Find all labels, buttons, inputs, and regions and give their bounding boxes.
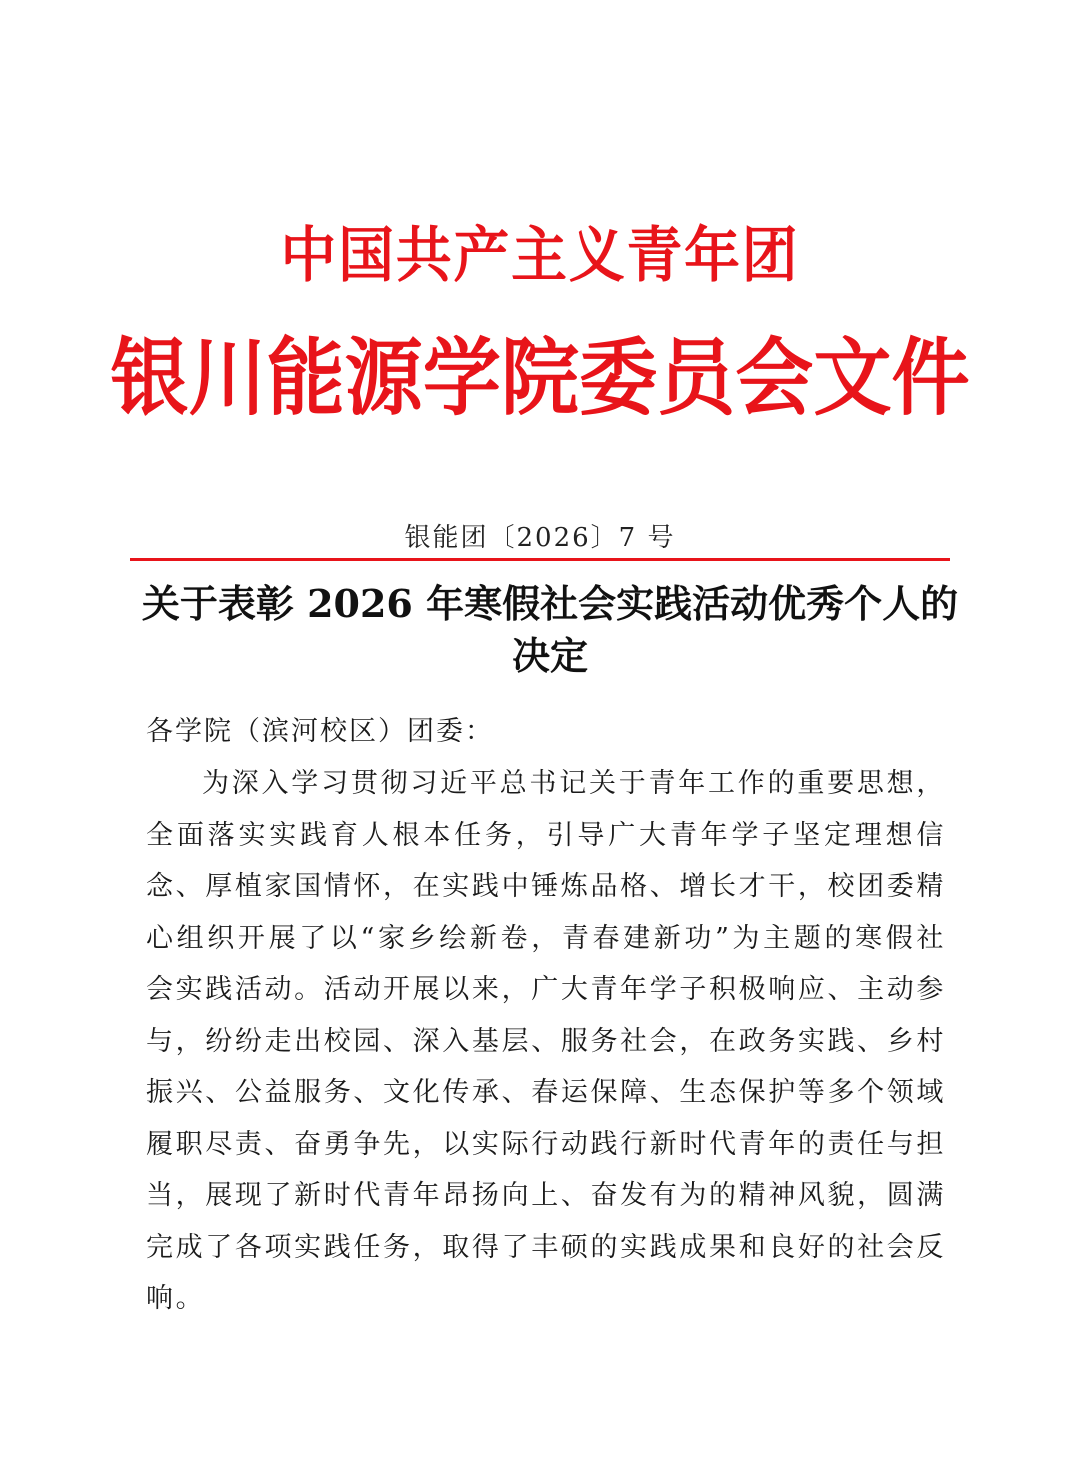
issuing-organization-title: 中国共产主义青年团 — [280, 221, 800, 291]
body-paragraph: 为深入学习贯彻习近平总书记关于青年工作的重要思想，全面落实实践育人根本任务，引导广大青年学子坚定理想信念、厚植家国情怀，在实践中锤炼品格、增长才干，校团委精心组织开展了以“家乡绘新卷，青春建新功”为主题的寒假社会实践活动。活动开展以来，广大青年学子积极响应、主动参与，纷纷走出校园、深入基层、服务社会，在政务实践、乡村振兴、公益服务、文化传承、春运保障、生态保护等多个领域履职尽责、奋勇争先，以实际行动践行新时代青年的责任与担当，展现了新时代青年昂扬向上、奋发有为的精神风貌，圆满完成了各项实践任务，取得了丰硕的实践成果和良好的社会反响。 — [146, 768, 946, 1314]
salutation: 各学院（滨河校区）团委： — [146, 716, 494, 747]
issuing-committee-title: 银川能源学院委员会文件 — [110, 328, 970, 427]
document-number: 银能团〔2026〕7 号 — [404, 523, 676, 553]
red-divider-line — [130, 558, 950, 561]
document-title: 关于表彰 2026 年寒假社会实践活动优秀个人的决定 — [141, 581, 959, 678]
